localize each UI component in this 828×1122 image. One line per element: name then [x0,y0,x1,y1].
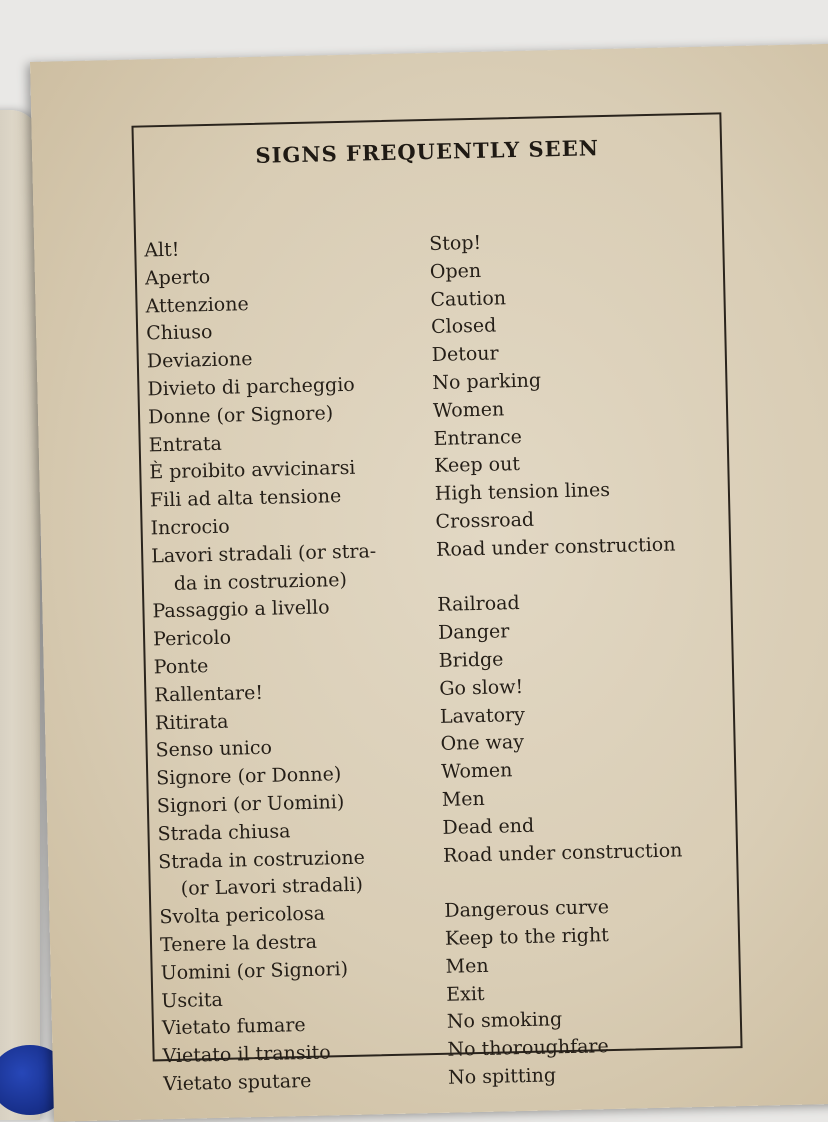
english-translation: No spitting [447,1064,557,1089]
english-translation: Bridge [438,648,504,672]
english-translation: Caution [430,286,507,311]
italian-term: Ponte [153,655,209,679]
italian-term: Signore (or Donne) [156,763,342,790]
italian-term: Entrata [148,432,223,456]
italian-term: Rallentare! [154,681,264,707]
english-translation: Keep out [434,453,521,478]
english-translation: Men [441,787,486,811]
english-translation: Exit [446,982,485,1006]
english-translation: Women [440,759,513,784]
english-translation: Entrance [433,425,523,450]
english-translation: Closed [430,314,497,339]
english-translation: Stop! [428,231,482,255]
italian-term: Vietato il transito [162,1041,331,1068]
italian-term: Vietato fumare [161,1014,306,1040]
italian-term: Incrocio [150,515,230,540]
english-translation: Dangerous curve [444,896,610,923]
italian-term: Passaggio a livello [152,596,330,623]
italian-term: da in costruzione) [173,568,348,595]
italian-term: Attenzione [145,292,249,318]
italian-term: Vietato sputare [162,1069,312,1096]
italian-term: Divieto di parcheggio [147,373,355,401]
italian-term: Strada in costruzione [157,846,366,873]
english-translation: Keep to the right [444,924,610,950]
english-translation: High tension lines [434,479,611,506]
italian-term: Signori (or Uomini) [156,791,345,818]
italian-term: Fili ad alta tensione [149,485,342,512]
english-translation: No thoroughfare [447,1035,609,1061]
english-translation: Open [429,259,482,283]
italian-term: Ritirata [154,710,229,734]
english-translation: Lavatory [439,703,526,728]
italian-term: Aperto [144,265,211,290]
english-translation: Crossroad [435,508,535,533]
italian-term: Uomini (or Signori) [160,957,349,985]
italian-term: Strada chiusa [157,820,291,846]
english-translation: Road under construction [442,838,683,867]
italian-term: Tenere la destra [159,930,318,957]
english-translation: One way [440,731,525,756]
italian-term: Alt! [144,238,180,262]
english-translation: Men [445,954,489,978]
italian-term: (or Lavori stradali) [180,874,364,901]
page-border-frame [131,112,742,1096]
english-translation: Road under construction [435,533,676,561]
english-translation: Railroad [437,592,520,617]
italian-term: Chiuso [145,321,213,345]
page-title: SIGNS FREQUENTLY SEEN [255,135,600,168]
english-translation: Detour [431,342,499,367]
italian-term: Uscita [161,988,224,1012]
italian-term: Deviazione [146,348,253,373]
english-translation: Dead end [442,814,535,839]
italian-term: Svolta pericolosa [159,902,326,929]
english-translation: Women [432,398,505,422]
book-page [30,43,828,1121]
italian-term: Donne (or Signore) [147,402,334,429]
english-translation: No smoking [446,1008,563,1034]
english-translation: No parking [432,369,542,394]
english-translation: Go slow! [439,675,524,700]
english-translation: Danger [437,620,510,645]
italian-term: Senso unico [155,737,273,762]
italian-term: Lavori stradali (or stra- [150,540,377,568]
italian-term: Pericolo [152,626,232,651]
italian-term: È proibito avvicinarsi [149,457,356,484]
